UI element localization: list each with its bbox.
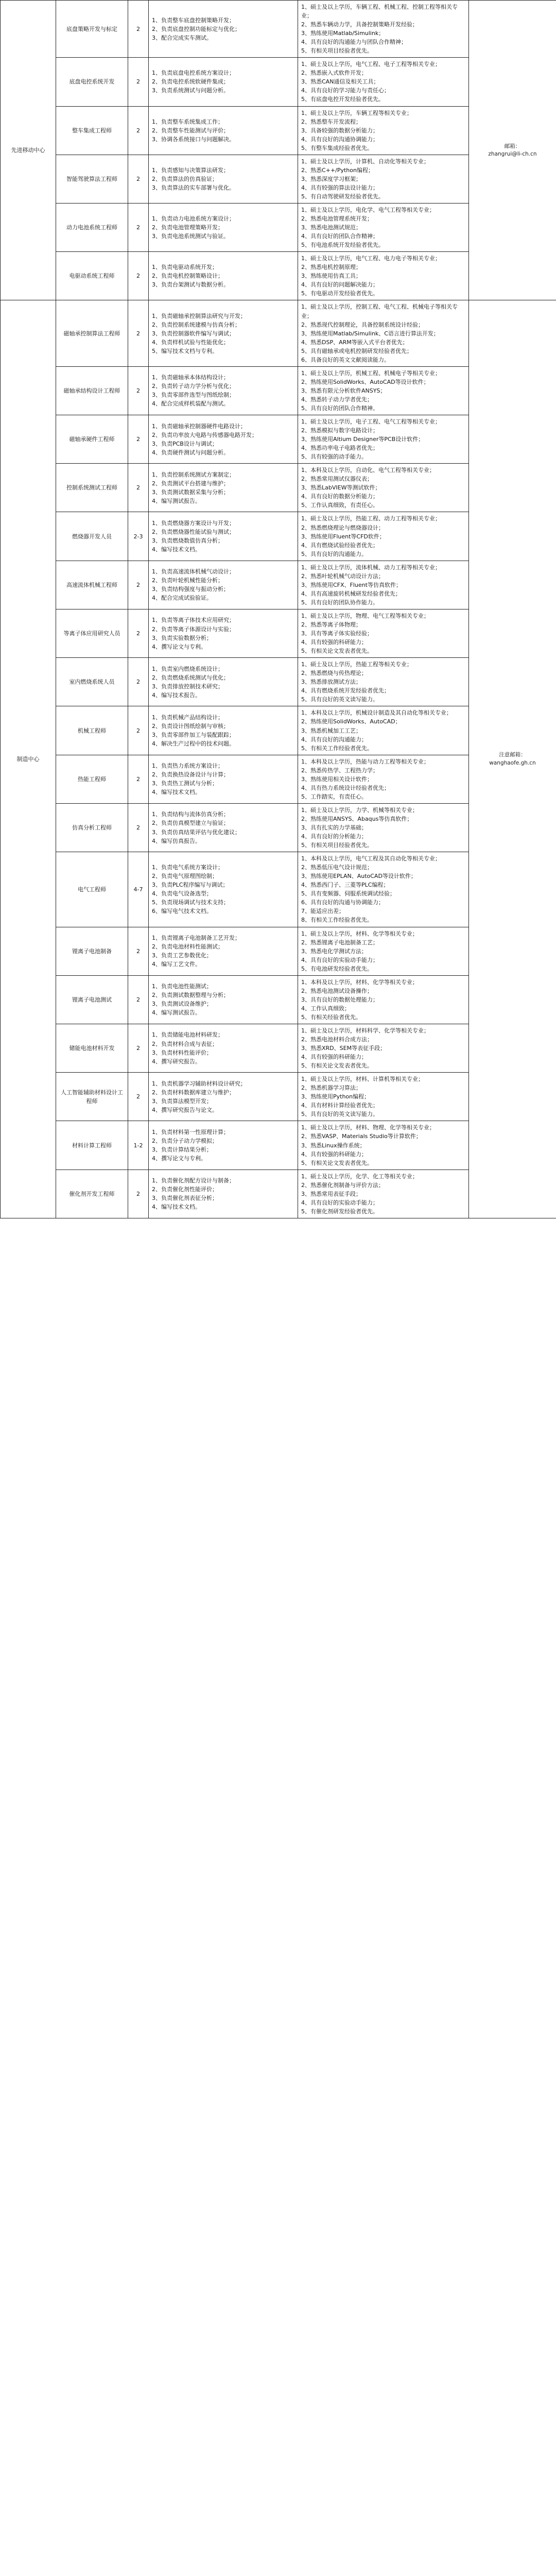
- job-duties: 1、负责室内燃烧系统设计； 2、负责燃烧系统测试与优化； 3、负责排放控制技术研究； 4、编写技术报告。: [149, 658, 298, 706]
- job-requirements: 1、硕士及以上学历，电化学、电气工程等相关专业； 2、熟悉电池管理系统开发； 3、熟悉电池测试规范； 4、具有良好的团队合作精神； 5、有电池系统开发经验者优先。: [298, 203, 469, 251]
- job-requirements: 1、本科及以上学历，热能与动力工程等相关专业； 2、熟悉传热学、工程热力学； 3、熟练使用相关设计软件； 4、具有热力系统设计经验者优先； 5、工作踏实，有责任心。: [298, 755, 469, 803]
- position-title: 热能工程师: [56, 755, 128, 803]
- position-title: 电气工程师: [56, 852, 128, 927]
- job-requirements: 1、硕士及以上学历，车辆工程、机械工程、控制工程等相关专业； 2、熟悉车辆动力学，具备控制策略开发经验； 3、熟练使用Matlab/Simulink； 4、具有良好的沟通能力与团队合作精神； 5、有相关项目经验者优先。: [298, 1, 469, 58]
- position-title: 锂离子电池测试: [56, 975, 128, 1024]
- headcount: 2-3: [128, 512, 149, 561]
- job-duties: 1、负责电驱动系统开发； 2、负责电机控制策略设计； 3、负责台架测试与数据分析。: [149, 252, 298, 300]
- job-duties: 1、负责感知与决策算法研发； 2、负责算法的仿真验证； 3、负责算法的实车部署与优化。: [149, 155, 298, 203]
- job-requirements: 1、硕士及以上学历，计算机、自动化等相关专业； 2、熟悉C++/Python编程； 3、熟悉深度学习框架； 4、具有较强的算法设计能力； 5、有自动驾驶研发经验者优先。: [298, 155, 469, 203]
- position-title: 催化剂开发工程师: [56, 1170, 128, 1218]
- job-requirements: 1、硕士及以上学历，机械工程、机械电子等相关专业； 2、熟练使用SolidWorks、AutoCAD等设计软件； 3、熟悉有限元分析软件ANSYS； 4、熟悉转子动力学者优先； 5、具有良好的团队合作精神。: [298, 366, 469, 415]
- department-name: 制造中心: [1, 300, 56, 1218]
- headcount: 2: [128, 415, 149, 464]
- job-requirements: 1、硕士及以上学历，力学、机械等相关专业； 2、熟练使用ANSYS、Abaqus等仿真软件； 3、具有扎实的力学基础； 4、具有良好的分析能力； 5、有相关项目经验者优先。: [298, 803, 469, 852]
- position-title: 人工智能辅助材料设计工程师: [56, 1073, 128, 1121]
- position-title: 动力电池系统工程师: [56, 203, 128, 251]
- contact-email[interactable]: wanghaofe.gh.cn: [489, 759, 536, 766]
- job-requirements: 1、硕士及以上学历，车辆工程等相关专业； 2、熟悉整车开发流程； 3、具备较强的数据分析能力； 4、具有良好的沟通协调能力； 5、有整车集成经验者优先。: [298, 106, 469, 155]
- headcount: 2: [128, 1, 149, 58]
- job-duties: 1、负责催化剂配方设计与制备； 2、负责催化剂性能评价； 3、负责催化剂表征分析； 4、编写技术文档。: [149, 1170, 298, 1218]
- recruitment-table: [0, 0, 556, 1218]
- headcount: 2: [128, 561, 149, 609]
- job-requirements: 1、硕士及以上学历，流体机械、动力工程等相关专业； 2、熟悉叶轮机械气动设计方法； 3、熟练使用CFX、Fluent等仿真软件； 4、具有高速旋转机械研发经验者优先； 5、具有良好的团队协作能力。: [298, 561, 469, 609]
- headcount: 2: [128, 1024, 149, 1072]
- position-title: 底盘电控系统开发: [56, 58, 128, 106]
- job-requirements: 1、硕士及以上学历，材料、计算机等相关专业； 2、熟悉机器学习算法； 3、熟练使用Python编程； 4、具有材料计算经验者优先； 5、具有良好的英文读写能力。: [298, 1073, 469, 1121]
- job-duties: 1、负责燃烧器方案设计与开发； 2、负责燃烧器性能试验与测试； 3、负责燃烧数值仿真分析； 4、编写技术文档。: [149, 512, 298, 561]
- job-duties: 1、负责热力系统方案设计； 2、负责换热设备设计与计算； 3、负责热工测试与分析； 4、编写技术文档。: [149, 755, 298, 803]
- job-requirements: 1、硕士及以上学历，材料科学、化学等相关专业； 2、熟悉电池材料合成方法； 3、熟悉XRD、SEM等表征手段； 4、具有较强的科研能力； 5、有相关论文发表者优先。: [298, 1024, 469, 1072]
- position-title: 储能电池材料开发: [56, 1024, 128, 1072]
- job-requirements: 1、硕士及以上学历，热能工程等相关专业； 2、熟悉燃烧与传热理论； 3、熟悉排放测试方法； 4、具有燃烧系统开发经验者优先； 5、具有良好的英文读写能力。: [298, 658, 469, 706]
- job-duties: 1、负责高速流体机械气动设计； 2、负责叶轮机械性能分析； 3、负责结构强度与振动分析； 4、配合完成试验验证。: [149, 561, 298, 609]
- position-title: 机械工程师: [56, 706, 128, 755]
- headcount: 2: [128, 927, 149, 975]
- job-duties: 1、负责磁轴承控制算法研究与开发； 2、负责控制系统建模与仿真分析； 3、负责控制器软件编写与调试； 4、负责样机试验与性能优化； 5、编写技术文档与专利。: [149, 300, 298, 366]
- headcount: 2: [128, 252, 149, 300]
- headcount: 2: [128, 755, 149, 803]
- job-requirements: 1、硕士及以上学历，电气工程、电力电子等相关专业； 2、熟悉电机控制原理； 3、熟练使用仿真工具； 4、具有良好的问题解决能力； 5、有电驱动开发经验者优先。: [298, 252, 469, 300]
- job-requirements: 1、硕士及以上学历，物理、电气工程等相关专业； 2、熟悉等离子体物理； 3、具有等离子体实验经验； 4、具有较强的科研能力； 5、有相关论文发表者优先。: [298, 609, 469, 657]
- job-duties: 1、负责控制系统测试方案制定； 2、负责测试平台搭建与维护； 3、负责测试数据采集与分析； 4、编写测试报告。: [149, 464, 298, 512]
- job-duties: 1、负责锂离子电池制备工艺开发； 2、负责电池材料性能测试； 3、负责工艺参数优化； 4、编写工艺文件。: [149, 927, 298, 975]
- job-duties: 1、负责材料第一性原理计算； 2、负责分子动力学模拟； 3、负责计算结果分析； 4、撰写论文与专利。: [149, 1121, 298, 1170]
- job-duties: 1、负责机械产品结构设计； 2、负责设计图纸绘制与审核； 3、负责零部件加工与装配跟踪； 4、解决生产过程中的技术问题。: [149, 706, 298, 755]
- headcount: 2: [128, 366, 149, 415]
- headcount: 4-7: [128, 852, 149, 927]
- headcount: 2: [128, 1170, 149, 1218]
- headcount: 2: [128, 706, 149, 755]
- job-requirements: 1、本科及以上学历，自动化、电气工程等相关专业； 2、熟悉常用测试仪器仪表； 3、熟悉LabVIEW等测试软件； 4、具有良好的数据分析能力； 5、工作认真细致，有责任心。: [298, 464, 469, 512]
- position-title: 控制系统测试工程师: [56, 464, 128, 512]
- job-duties: 1、负责整车底盘控制策略开发； 2、负责底盘控制功能标定与优化； 3、配合完成实车测试。: [149, 1, 298, 58]
- headcount: 2: [128, 203, 149, 251]
- job-duties: 1、负责结构与流体仿真分析； 2、负责仿真模型建立与验证； 3、负责仿真结果评估与优化建议； 4、编写仿真报告。: [149, 803, 298, 852]
- job-requirements: 1、本科及以上学历，电气工程及其自动化等相关专业； 2、熟悉低压电气设计规范； 3、熟练使用EPLAN、AutoCAD等设计软件； 4、熟悉西门子、三菱等PLC编程； 5、具有变频器、伺服系统调试经验； 6、具有良好的沟通与协调能力； 7、能适应出差； 8、有相关工作经验者优先。: [298, 852, 469, 927]
- position-title: 底盘策略开发与标定: [56, 1, 128, 58]
- job-duties: 1、负责磁轴承控制器硬件电路设计； 2、负责功率放大电路与传感器电路开发； 3、负责PCB设计与调试； 4、负责硬件测试与问题分析。: [149, 415, 298, 464]
- job-duties: 1、负责电气系统方案设计； 2、负责电气原理图绘制； 3、负责PLC程序编写与调试； 4、负责电气设备选型； 5、负责现场调试与技术支持； 6、编写电气技术文档。: [149, 852, 298, 927]
- position-title: 燃烧器开发人员: [56, 512, 128, 561]
- headcount: 2: [128, 609, 149, 657]
- headcount: 2: [128, 300, 149, 366]
- contact-label: 注意邮箱：: [499, 752, 526, 758]
- job-requirements: 1、硕士及以上学历，电气工程、电子工程等相关专业； 2、熟悉嵌入式软件开发； 3、熟悉CAN通信及相关工具； 4、具有良好的学习能力与责任心； 5、有底盘电控开发经验者优先。: [298, 58, 469, 106]
- headcount: 2: [128, 1073, 149, 1121]
- department-contact: [469, 300, 556, 1218]
- position-row: [1, 1, 556, 58]
- job-duties: 1、负责机器学习辅助材料设计研究； 2、负责材料数据库建立与维护； 3、负责算法模型开发； 4、撰写研究报告与论文。: [149, 1073, 298, 1121]
- position-title: 磁轴承控制算法工程师: [56, 300, 128, 366]
- headcount: 1-2: [128, 1121, 149, 1170]
- job-duties: 1、负责底盘电控系统方案设计； 2、负责电控系统软硬件集成； 3、负责系统测试与问题分析。: [149, 58, 298, 106]
- position-title: 材料计算工程师: [56, 1121, 128, 1170]
- job-duties: 1、负责动力电池系统方案设计； 2、负责电池管理策略开发； 3、负责电池系统测试与验证。: [149, 203, 298, 251]
- headcount: 2: [128, 464, 149, 512]
- job-duties: 1、负责等离子体技术应用研究； 2、负责等离子体源设计与实验； 3、负责实验数据分析； 4、撰写论文与专利。: [149, 609, 298, 657]
- department-name: 先进移动中心: [1, 1, 56, 300]
- position-title: 室内燃烧系统人员: [56, 658, 128, 706]
- department-contact: [469, 1, 556, 300]
- position-title: 整车集成工程师: [56, 106, 128, 155]
- job-requirements: 1、硕士及以上学历，热能工程、动力工程等相关专业； 2、熟悉燃烧理论与燃烧器设计； 3、熟练使用Fluent等CFD软件； 4、具有燃烧试验经验者优先； 5、具有良好的沟通能力。: [298, 512, 469, 561]
- position-title: 等离子体应用研究人员: [56, 609, 128, 657]
- job-requirements: 1、本科及以上学历，机械设计制造及其自动化等相关专业； 2、熟练使用SolidWorks、AutoCAD； 3、熟悉机械加工工艺； 4、具有良好的沟通能力； 5、有相关工作经验者优先。: [298, 706, 469, 755]
- headcount: 2: [128, 975, 149, 1024]
- job-duties: 1、负责储能电池材料研发； 2、负责材料合成与表征； 3、负责材料性能评价； 4、撰写研究报告。: [149, 1024, 298, 1072]
- headcount: 2: [128, 155, 149, 203]
- headcount: 2: [128, 803, 149, 852]
- job-requirements: 1、本科及以上学历，材料、化学等相关专业； 2、熟悉电池测试设备操作； 3、具有良好的数据处理能力； 4、工作认真细致； 5、有相关经验者优先。: [298, 975, 469, 1024]
- job-requirements: 1、硕士及以上学历，化学、化工等相关专业； 2、熟悉催化剂制备与评价方法； 3、熟悉常用表征手段； 4、具有良好的实验动手能力； 5、有催化剂研发经验者优先。: [298, 1170, 469, 1218]
- job-duties: 1、负责磁轴承本体结构设计； 2、负责转子动力学分析与优化； 3、负责零部件选型与图纸绘制； 4、配合完成样机装配与测试。: [149, 366, 298, 415]
- position-row: [1, 300, 556, 366]
- job-requirements: 1、硕士及以上学历，控制工程、电气工程、机械电子等相关专业； 2、熟悉现代控制理论，具备控制系统设计经验； 3、熟练使用Matlab/Simulink、C语言进行算法开发； 4、熟悉DSP、ARM等嵌入式平台者优先； 5、具有磁轴承或电机控制研发经验者优先； 6、具备良好的英文文献阅读能力。: [298, 300, 469, 366]
- job-duties: 1、负责整车系统集成工作； 2、负责整车性能测试与评价； 3、协调各系统接口与问题解决。: [149, 106, 298, 155]
- contact-email[interactable]: zhangrui@li-ch.cn: [488, 150, 537, 157]
- position-title: 智能驾驶算法工程师: [56, 155, 128, 203]
- position-title: 高速流体机械工程师: [56, 561, 128, 609]
- recruitment-table-body: [1, 1, 556, 1218]
- headcount: 2: [128, 106, 149, 155]
- job-requirements: 1、硕士及以上学历，材料、化学等相关专业； 2、熟悉锂离子电池制备工艺； 3、熟悉电化学测试方法； 4、具有良好的实验动手能力； 5、有电池研发经验者优先。: [298, 927, 469, 975]
- position-title: 电驱动系统工程师: [56, 252, 128, 300]
- contact-label: 邮箱：: [504, 143, 521, 149]
- job-requirements: 1、硕士及以上学历，电子工程、电气工程等相关专业； 2、熟悉模拟与数字电路设计； 3、熟练使用Altium Designer等PCB设计软件； 4、熟悉功率电子电路者优先； 5、具有较强的动手能力。: [298, 415, 469, 464]
- position-title: 仿真分析工程师: [56, 803, 128, 852]
- job-requirements: 1、硕士及以上学历，材料、物理、化学等相关专业； 2、熟悉VASP、Materials Studio等计算软件； 3、熟悉Linux操作系统； 4、具有较强的科研能力； 5、有相关论文发表者优先。: [298, 1121, 469, 1170]
- headcount: 2: [128, 58, 149, 106]
- position-title: 锂离子电池制备: [56, 927, 128, 975]
- position-title: 磁轴承结构设计工程师: [56, 366, 128, 415]
- headcount: 2: [128, 658, 149, 706]
- position-title: 磁轴承硬件工程师: [56, 415, 128, 464]
- job-duties: 1、负责电池性能测试； 2、负责测试数据整理与分析； 3、负责测试设备维护； 4、编写测试报告。: [149, 975, 298, 1024]
